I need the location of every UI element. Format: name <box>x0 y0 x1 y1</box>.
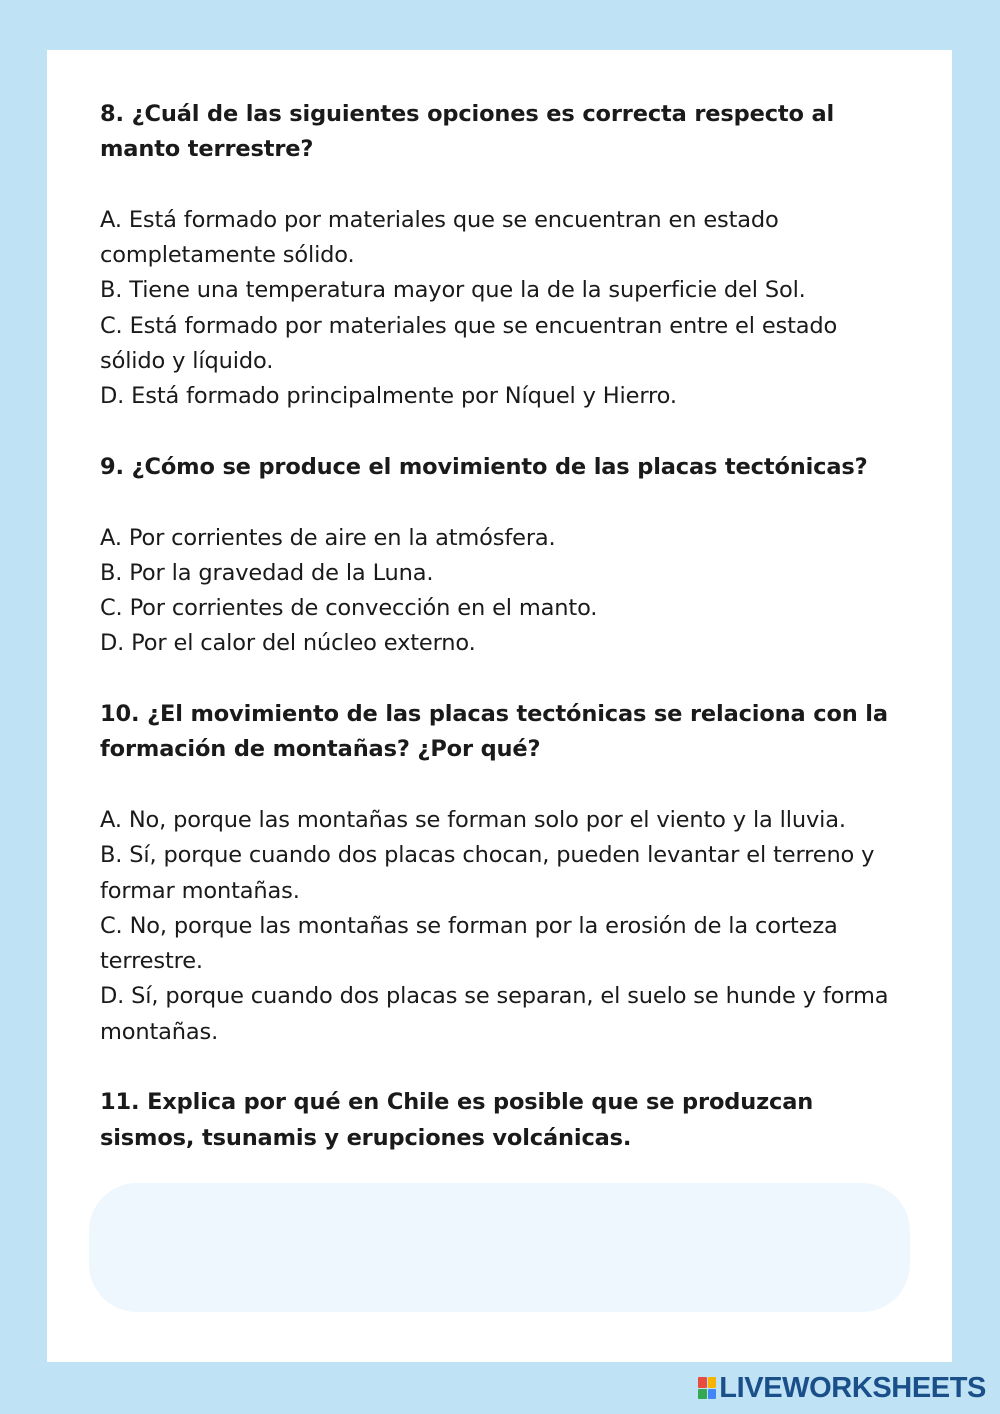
option-10a[interactable]: A. No, porque las montañas se forman solo por el viento y la lluvia. <box>100 806 846 833</box>
logo-square-green <box>698 1389 707 1400</box>
option-9a[interactable]: A. Por corrientes de aire en la atmósfera. <box>100 524 556 551</box>
option-8a[interactable]: A. Está formado por materiales que se encuentran en estado completamente sólido. <box>100 206 779 269</box>
logo-square-red <box>698 1377 707 1388</box>
question-11-title: 11. Explica por qué en Chile es posible que se produzcan sismos, tsunamis y erupciones volcánicas. <box>100 1089 814 1151</box>
question-block-10 <box>100 697 900 1050</box>
option-8b[interactable]: B. Tiene una temperatura mayor que la de la superficie del Sol. <box>100 277 806 304</box>
question-block-8 <box>100 97 900 415</box>
question-9-options <box>100 521 900 662</box>
option-10b[interactable]: B. Sí, porque cuando dos placas chocan, pueden levantar el terreno y formar montañas. <box>100 842 875 904</box>
question-8-options <box>100 203 900 415</box>
liveworksheets-logo-icon <box>698 1377 716 1399</box>
worksheet-content <box>100 97 900 1156</box>
question-block-11 <box>100 1085 900 1156</box>
question-8-title: 8. ¿Cuál de las siguientes opciones es correcta respecto al manto terrestre? <box>100 101 835 163</box>
option-9b[interactable]: B. Por la gravedad de la Luna. <box>100 559 434 586</box>
option-9d[interactable]: D. Por el calor del núcleo externo. <box>100 630 476 657</box>
answer-text-box[interactable] <box>89 1183 910 1312</box>
option-10c[interactable]: C. No, porque las montañas se forman por la erosión de la corteza terrestre. <box>100 912 838 975</box>
brand-wordmark: LIVEWORKSHEETS <box>719 1371 986 1404</box>
question-10-options <box>100 803 900 1050</box>
liveworksheets-brand <box>698 1370 986 1406</box>
question-9-title: 9. ¿Cómo se produce el movimiento de las placas tectónicas? <box>100 453 868 480</box>
logo-square-blue <box>708 1389 717 1400</box>
question-10-title: 10. ¿El movimiento de las placas tectónicas se relaciona con la formación de montañas? ¿Por qué? <box>100 701 888 763</box>
option-9c[interactable]: C. Por corrientes de convección en el manto. <box>100 595 598 622</box>
option-8d[interactable]: D. Está formado principalmente por Níquel y Hierro. <box>100 383 677 410</box>
logo-square-yellow <box>708 1377 717 1388</box>
question-block-9 <box>100 450 900 662</box>
option-8c[interactable]: C. Está formado por materiales que se encuentran entre el estado sólido y líquido. <box>100 312 838 375</box>
option-10d[interactable]: D. Sí, porque cuando dos placas se separan, el suelo se hunde y forma montañas. <box>100 983 889 1045</box>
